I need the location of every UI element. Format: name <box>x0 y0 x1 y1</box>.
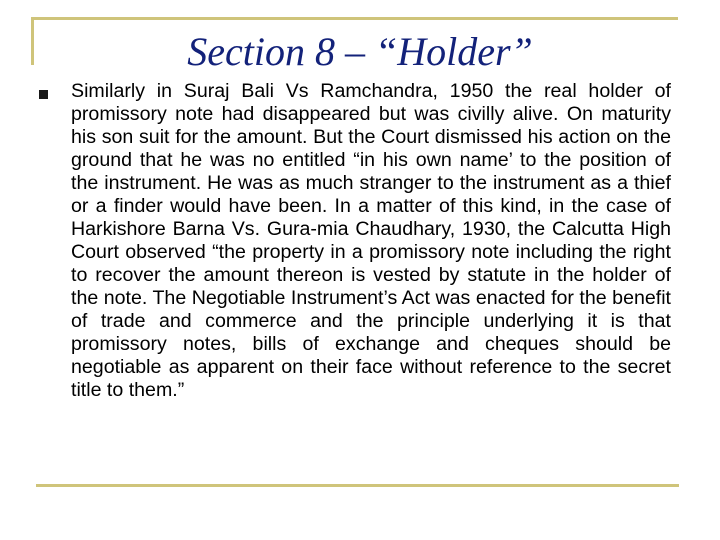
frame-top-border <box>31 17 678 20</box>
square-bullet-icon <box>39 90 48 99</box>
slide-title: Section 8 – “Holder” <box>187 29 533 74</box>
frame-bottom-border <box>36 484 679 487</box>
bullet-paragraph: Similarly in Suraj Bali Vs Ramchandra, 1950 the real holder of promissory note had disappeared but was civilly alive. On maturity his son suit for the amount. But the Court dismissed his action on the ground that he was no entitled “in his own name’ to the position of the instrument. He was as much stranger to the instrument as a thief or a finder would have been. In a matter of this kind, in the case of Harkishore Barna Vs. Gura-mia Chaudhary, 1930, the Calcutta High Court observed “the property in a promissory note including the right to recover the amount thereon is vested by statute in the holder of the note. The Negotiable Instrument’s Act was enacted for the benefit of trade and commerce and the principle underlying it is that promissory notes, bills of exchange and cheques should be negotiable as apparent on their face without reference to the secret title to them.” <box>71 80 671 401</box>
